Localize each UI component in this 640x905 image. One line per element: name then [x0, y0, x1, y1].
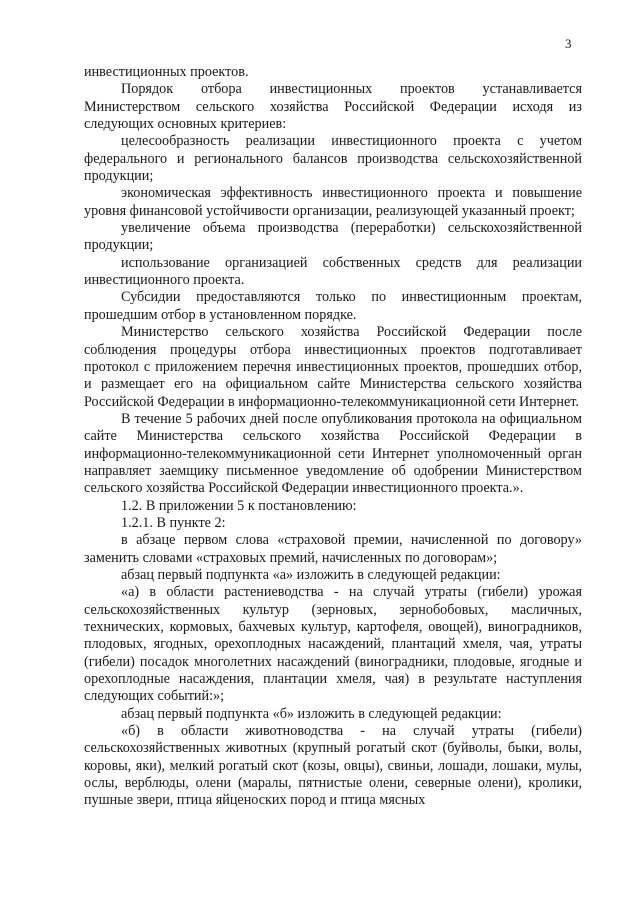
paragraph-criterion-volume: увеличение объема производства (переработки) сельскохозяйственной продукции; [84, 220, 582, 254]
document-body [84, 64, 582, 810]
paragraph-criterion-balance: целесообразность реализации инвестиционного проекта с учетом федерального и регионального балансов производства сельскохозяйственной продукции; [84, 133, 582, 185]
paragraph-item-1-2: 1.2. В приложении 5 к постановлению: [121, 497, 357, 514]
paragraph-notification: В течение 5 рабочих дней после опубликования протокола на официальном сайте Министерства сельского хозяйства Российской Федерации в информационно-телекоммуникационной сети Интернет уполномоченный орган направляет заемщику письменное уведомление об одобрении Министерством сельского хозяйства Российской Федерации инвестиционного проекта.». [84, 410, 582, 497]
paragraph-item-1-2-1: 1.2.1. В пункте 2: [121, 514, 226, 531]
paragraph-subsidies: Субсидии предоставляются только по инвестиционным проектам, прошедшим отбор в установленном порядке. [84, 289, 582, 323]
paragraph-criterion-efficiency: экономическая эффективность инвестиционного проекта и повышение уровня финансовой устойчивости организации, реализующей указанный проект; [84, 185, 582, 219]
page-number: 3 [565, 36, 572, 51]
paragraph-subitem-b-text: «б) в области животноводства - на случай утраты (гибели) сельскохозяйственных животных (крупный рогатый скот (буйволы, быки, волы, коровы, яки), мелкий рогатый скот (козы, овцы), свиньи, лошади, лошаки, мулы, ослы, верблюды, олени (маралы, пятнистые олени, северные олени), кролики, пушные звери, птица яйценоских пород и птица мясных [84, 723, 582, 809]
paragraph-protocol: Министерство сельского хозяйства Российской Федерации после соблюдения процедуры отбора инвестиционных проектов подготавливает протокол с приложением перечня инвестиционных проектов, прошедших отбор, и размещает его на официальном сайте Министерства сельского хозяйства Российской Федерации в информационно-телекоммуникационной сети Интернет. [84, 324, 582, 410]
paragraph-subitem-b-intro: абзац первый подпункта «б» изложить в следующей редакции: [121, 705, 502, 722]
paragraph-subitem-a-intro: абзац первый подпункта «а» изложить в следующей редакции: [121, 566, 501, 583]
paragraph-subitem-a-text: «а) в области растениеводства - на случай утраты (гибели) урожая сельскохозяйственных культур (зерновых, зернобобовых, масличных, технических, кормовых, бахчевых культур, картофеля, овощей), виноградников, плодовых, ягодных, орехоплодных насаждений, плантаций хмеля, чая, утраты (гибели) посадок многолетних насаждений (виноградники, плодовые, ягодные и орехоплодные насаждения, плантации хмеля, чая) в результате наступления следующих событий:»; [84, 584, 582, 705]
paragraph-continuation: инвестиционных проектов. [84, 64, 249, 80]
paragraph-replace-words: в абзаце первом слова «страховой премии, начисленной по договору» заменить словами «страховых премий, начисленных по договорам»; [84, 532, 582, 566]
paragraph-selection-procedure: Порядок отбора инвестиционных проектов устанавливается Министерством сельского хозяйства Российской Федерации исходя из следующих основных критериев: [84, 81, 582, 133]
paragraph-criterion-own-funds: использование организацией собственных средств для реализации инвестиционного проекта. [84, 254, 582, 289]
